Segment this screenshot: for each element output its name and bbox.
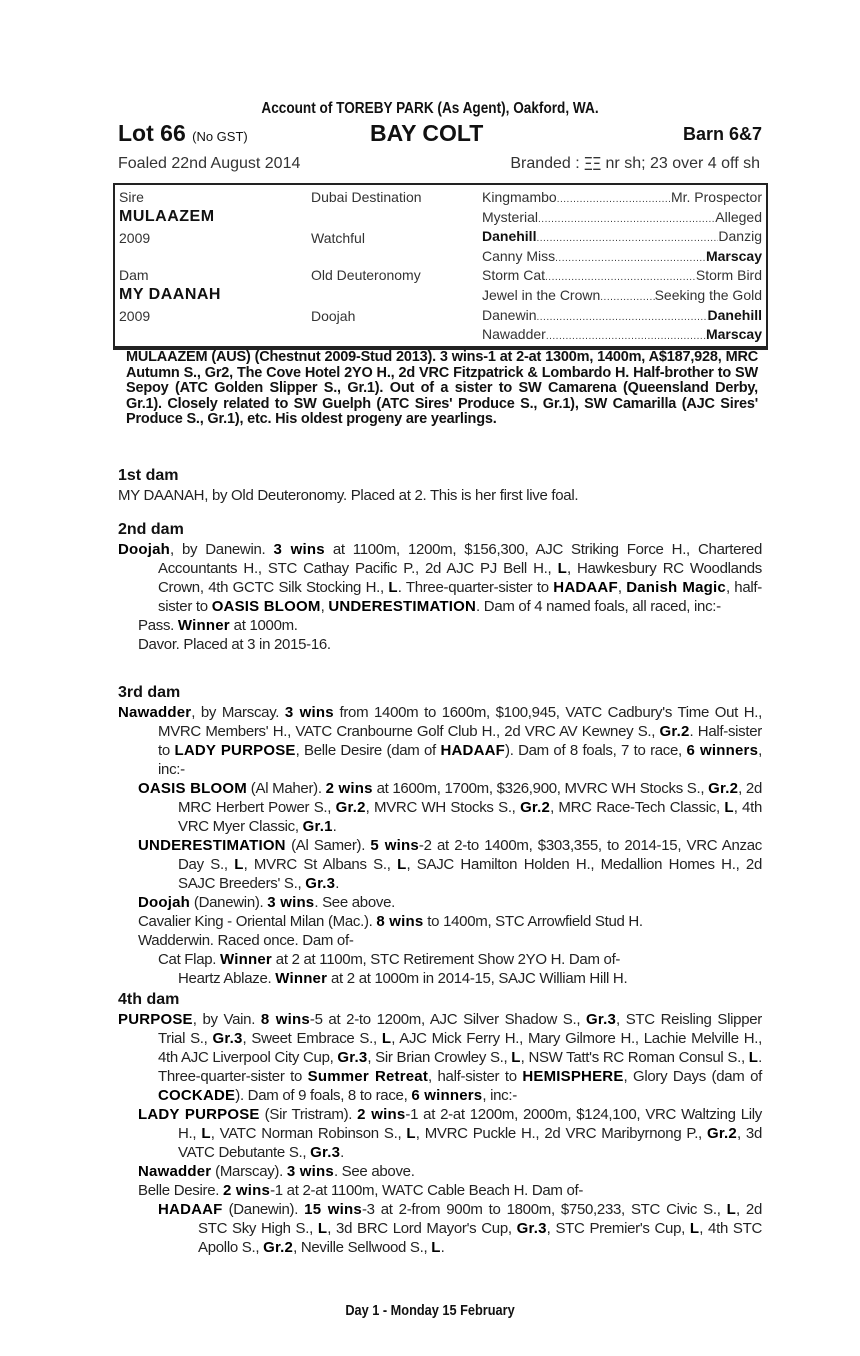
text: Belle Desire. <box>138 1182 224 1199</box>
text: -1 at 2-at 1100m, WATC Cable Beach H. Dam of- <box>270 1182 584 1199</box>
bold-text: UNDERESTIMATION <box>138 837 286 854</box>
bold-text: Danish Magic <box>626 579 726 596</box>
dam-year: 2009 <box>119 308 151 324</box>
sire-year: 2009 <box>119 230 151 246</box>
text: ). Dam of 8 foals, 7 to race, <box>505 742 687 759</box>
bold-text: L <box>201 1125 211 1142</box>
text: , VATC Norman Robinson S., <box>210 1125 407 1142</box>
pedigree-entry <box>118 893 762 912</box>
ancestor-left: Danehill <box>482 228 537 245</box>
text: at 2 at 1100m, STC Retirement Show 2YO H. Dam of- <box>271 951 621 968</box>
pedigree-entry <box>118 1181 762 1200</box>
leader-dots <box>600 287 654 303</box>
pedigree-entry <box>118 703 762 779</box>
lot-number <box>118 120 248 147</box>
bold-text: 5 wins <box>370 837 419 854</box>
leader-dots <box>538 209 715 225</box>
text: at 1600m, 1700m, $326,900, MVRC WH Stocks S., <box>372 780 709 797</box>
text: -2 at 2-to 1400m, $303,355, to 2014-15, VRC Anzac Day S., <box>178 837 762 873</box>
text: Heartz Ablaze. <box>178 970 276 987</box>
barn-label: Barn 6&7 <box>682 124 762 144</box>
bold-text: L <box>381 1030 392 1047</box>
bold-text: LADY PURPOSE <box>174 742 296 759</box>
brand-description: nr sh; 23 over 4 off sh <box>605 155 760 172</box>
text: MY DAANAH, by Old Deuteronomy. Placed at 2. This is her first live foal. <box>118 487 579 504</box>
pedigree-ancestor-row <box>482 326 762 342</box>
bold-text: OASIS BLOOM <box>138 780 247 797</box>
bold-text: 3 wins <box>286 1163 334 1180</box>
text: , by Danewin. <box>170 541 274 558</box>
ancestor-left: Nawadder <box>482 326 546 343</box>
bold-text: OASIS BLOOM <box>211 598 321 615</box>
branded-label: Branded : <box>510 155 580 172</box>
text: -3 at 2-from 900m to 1800m, $750,233, STC Civic S., <box>361 1201 727 1218</box>
bold-text: Summer Retreat <box>307 1068 429 1085</box>
text: (Danewin). <box>222 1201 305 1218</box>
bold-text: Gr.2 <box>263 1239 294 1256</box>
text: , MRC Race-Tech Classic, <box>550 799 725 816</box>
text: , 2d MRC Herbert Power S., <box>178 780 762 816</box>
bold-text: Doojah <box>118 541 171 558</box>
bold-text: HADAAF <box>158 1201 223 1218</box>
text: , 3d BRC Lord Mayor's Cup, <box>327 1220 517 1237</box>
pedigree-ancestor-row <box>482 189 762 205</box>
text: , <box>617 579 627 596</box>
leader-dots <box>555 248 706 264</box>
bold-text: L <box>388 579 398 596</box>
dam-dam: Doojah <box>311 308 356 324</box>
text: (Al Samer). <box>285 837 371 854</box>
bold-text: 6 winners <box>411 1087 483 1104</box>
pedigree-ancestor-row <box>482 248 762 264</box>
text: . <box>440 1239 445 1256</box>
bold-text: Nawadder <box>138 1163 212 1180</box>
bold-text: HADAAF <box>440 742 505 759</box>
ancestor-right: Mr. Prospector <box>670 189 762 205</box>
text: Davor. Placed at 3 in 2015-16. <box>138 636 331 653</box>
text: . Three-quarter-sister to <box>397 579 554 596</box>
ancestor-left: Kingmambo <box>482 189 557 205</box>
text: , inc:- <box>158 742 762 778</box>
ancestor-right: Storm Bird <box>695 267 762 284</box>
bold-text: L <box>234 856 244 873</box>
pedigree-entry <box>118 1200 762 1257</box>
section-heading: 2nd dam <box>118 521 184 538</box>
bold-text: 2 wins <box>325 780 373 797</box>
gst-note: (No GST) <box>192 129 248 144</box>
pedigree-entry <box>118 616 762 635</box>
leader-dots <box>557 189 671 205</box>
bold-text: Winner <box>275 970 328 987</box>
ancestor-left: Storm Cat <box>482 267 546 284</box>
bold-text: L <box>557 560 567 577</box>
lot-title: BAY COLT <box>370 120 484 146</box>
pedigree-entry <box>118 486 762 505</box>
ancestor-right: Marscay <box>705 326 762 343</box>
text: , inc:- <box>482 1087 517 1104</box>
dam-section <box>118 466 762 505</box>
bold-text: Winner <box>220 951 272 968</box>
section-heading: 4th dam <box>118 991 180 1008</box>
bold-text: L <box>397 856 407 873</box>
lot-header <box>118 120 762 148</box>
text: Pass. <box>138 617 178 634</box>
text: , AJC Mick Ferry H., Mary Gilmore H., Lachie Melville H., 4th AJC Liverpool City Cup, <box>158 1030 762 1066</box>
bold-text: Gr.2 <box>659 723 690 740</box>
bold-text: PURPOSE <box>118 1011 193 1028</box>
text: , NSW Tatt's RC Roman Consul S., <box>520 1049 749 1066</box>
text: at 1000m. <box>229 617 298 634</box>
vendor-account: Account of TOREBY PARK (As Agent), Oakford, WA. <box>261 100 599 117</box>
dam-section <box>118 683 762 988</box>
bold-text: Doojah <box>138 894 191 911</box>
pedigree-entry <box>118 969 762 988</box>
ancestor-right: Alleged <box>715 208 762 225</box>
bold-text: Gr.2 <box>708 780 739 797</box>
pedigree-entry <box>118 836 762 893</box>
text: , MVRC St Albans S., <box>243 856 398 873</box>
bold-text: HADAAF <box>553 579 618 596</box>
bold-text: L <box>406 1125 416 1142</box>
pedigree-entry <box>118 950 762 969</box>
bold-text: 3 wins <box>273 541 325 558</box>
ancestor-right: Marscay <box>705 247 762 264</box>
text: (Danewin). <box>190 894 268 911</box>
bold-text: LADY PURPOSE <box>138 1106 260 1123</box>
bold-text: L <box>748 1049 759 1066</box>
text: , 2d STC Sky High S., <box>198 1201 762 1237</box>
bold-text: Nawadder <box>118 704 192 721</box>
text: , Sweet Embrace S., <box>242 1030 382 1047</box>
pedigree-entry <box>118 779 762 836</box>
pedigree-ancestor-row <box>482 307 762 323</box>
bold-text: Gr.2 <box>706 1125 737 1142</box>
bold-text: 2 wins <box>223 1182 271 1199</box>
bold-text: L <box>317 1220 328 1237</box>
ancestor-left: Danewin <box>482 306 537 323</box>
text: -1 at 2-at 1200m, 2000m, $124,100, VRC Waltzing Lily H., <box>178 1106 762 1142</box>
text: , half-sister to <box>428 1068 523 1085</box>
bold-text: 8 wins <box>376 913 424 930</box>
text: Cat Flap. <box>158 951 221 968</box>
bold-text: Gr.2 <box>520 799 551 816</box>
pedigree-entry <box>118 1162 762 1181</box>
text: . See above. <box>333 1163 415 1180</box>
dam-sire: Old Deuteronomy <box>311 267 421 283</box>
brand-info <box>510 155 760 173</box>
bold-text: Gr.3 <box>516 1220 547 1237</box>
text: . <box>335 875 340 892</box>
text: -5 at 2-to 1200m, AJC Silver Shadow S., <box>309 1011 587 1028</box>
ancestor-right: Seeking the Gold <box>654 287 762 303</box>
bold-text: L <box>511 1049 521 1066</box>
dam-section <box>118 990 762 1257</box>
text: at 1100m, 1200m, $156,300, AJC Striking Force H., Chartered Accountants H., STC Cathay Pacific P., 2d AJC PJ Bell H., <box>158 541 762 577</box>
text: , SAJC Hamilton Holden H., Medallion Homes H., 2d SAJC Breeders' S., <box>178 856 763 892</box>
ancestor-left: Jewel in the Crown <box>482 287 601 303</box>
bold-text: Gr.3 <box>212 1030 243 1047</box>
text: , 4th STC Apollo S., <box>198 1220 763 1256</box>
pedigree-ancestor-row <box>482 209 762 225</box>
section-heading: 3rd dam <box>118 684 181 701</box>
bold-text: 3 wins <box>284 704 334 721</box>
pedigree-entry <box>118 540 762 616</box>
text: . Half-sister to <box>158 723 762 759</box>
dam-name: MY DAANAH <box>119 286 221 303</box>
pedigree-entry <box>118 912 762 931</box>
sire-profile: MULAAZEM (AUS) (Chestnut 2009-Stud 2013). 3 wins-1 at 2-at 1300m, 1400m, A$187,928, MRC Autumn S., Gr2, The Cove Hotel 2YO H., 2d VRC Fitzpatrick & Lombardo H. Half-brother to SW Sepoy (ATC Golden Slipper S., Gr.1). Out of a sister to SW Camarena (Queensland Derby, Gr.1). Closely related to SW Guelph (ATC Sires' Produce S., Gr.1), SW Camarilla (AJC Sires' Produce S., Gr.1), etc. His oldest progeny are yearlings. <box>126 349 758 427</box>
text: , Glory Days (dam of <box>623 1068 762 1085</box>
text: , Belle Desire (dam of <box>295 742 441 759</box>
pedigree-entry <box>118 1010 762 1105</box>
text: , Neville Sellwood S., <box>293 1239 432 1256</box>
bold-text: 2 wins <box>357 1106 406 1123</box>
ancestor-left: Canny Miss <box>482 247 556 264</box>
pedigree-entry <box>118 931 762 950</box>
dam-section <box>118 520 762 654</box>
text: (Al Maher). <box>246 780 326 797</box>
sire-name: MULAAZEM <box>119 208 215 225</box>
bold-text: 6 winners <box>686 742 759 759</box>
leader-dots <box>545 267 696 283</box>
sire-dam: Watchful <box>311 230 365 246</box>
bold-text: Gr.3 <box>337 1049 368 1066</box>
ancestor-left: Mysterial <box>482 208 539 225</box>
text: from 1400m to 1600m, $100,945, VATC Cadbury's Time Out H., MVRC Members' H., VATC Cranbourne Golf Club H., 2d VRC AV Kewney S., <box>158 704 762 740</box>
text: . Dam of 4 named foals, all raced, inc:- <box>476 598 721 615</box>
text: , MVRC Puckle H., 2d VRC Maribyrnong P., <box>415 1125 707 1142</box>
ancestor-right: Danehill <box>707 306 762 323</box>
text: . <box>332 818 337 835</box>
foaled-date: Foaled 22nd August 2014 <box>118 155 301 172</box>
bold-text: L <box>689 1220 700 1237</box>
bold-text: 8 wins <box>260 1011 310 1028</box>
bold-text: HEMISPHERE <box>522 1068 624 1085</box>
bold-text: Gr.2 <box>335 799 366 816</box>
brand-mark-icon: ΞΞ <box>584 153 602 174</box>
text: (Sir Tristram). <box>259 1106 358 1123</box>
section-heading: 1st dam <box>118 467 179 484</box>
bold-text: Gr.1 <box>302 818 333 835</box>
text: , STC Reisling Slipper Trial S., <box>158 1011 762 1047</box>
bold-text: Gr.3 <box>586 1011 617 1028</box>
text: , Hawkesbury RC Woodlands Crown, 4th GCTC Silk Stocking H., <box>158 560 763 596</box>
leader-dots <box>536 307 707 323</box>
lot-label: Lot 66 <box>118 120 186 146</box>
leader-dots <box>536 228 718 244</box>
text: Cavalier King - Oriental Milan (Mac.). <box>138 913 377 930</box>
bold-text: Gr.3 <box>310 1144 341 1161</box>
leader-dots <box>546 326 706 342</box>
bold-text: L <box>726 1201 736 1218</box>
bold-text: COCKADE <box>158 1087 236 1104</box>
bold-text: Gr.3 <box>305 875 336 892</box>
pedigree-table <box>113 183 768 348</box>
page-footer: Day 1 - Monday 15 February <box>345 1302 515 1319</box>
text: to 1400m, STC Arrowfield Stud H. <box>423 913 643 930</box>
bold-text: 15 wins <box>304 1201 362 1218</box>
pedigree-entry <box>118 635 762 654</box>
text: , STC Premier's Cup, <box>546 1220 690 1237</box>
text: . Three-quarter-sister to <box>158 1049 762 1085</box>
text: Wadderwin. Raced once. Dam of- <box>138 932 354 949</box>
bold-text: L <box>431 1239 441 1256</box>
text: , by Marscay. <box>191 704 285 721</box>
text: , MVRC WH Stocks S., <box>365 799 521 816</box>
ancestor-right: Danzig <box>718 228 762 245</box>
text: , half-sister to <box>158 579 762 615</box>
text: , 3d VATC Debutante S., <box>178 1125 762 1161</box>
text: , 4th VRC Myer Classic, <box>178 799 763 835</box>
text: ). Dam of 9 foals, 8 to race, <box>235 1087 412 1104</box>
pedigree-entry <box>118 1105 762 1162</box>
pedigree-ancestor-row <box>482 228 762 244</box>
bold-text: UNDERESTIMATION <box>328 598 477 615</box>
text: , Sir Brian Crowley S., <box>367 1049 512 1066</box>
pedigree-ancestor-row <box>482 267 762 283</box>
dam-label: Dam <box>119 267 149 283</box>
pedigree-ancestor-row <box>482 287 762 303</box>
text: . See above. <box>314 894 395 911</box>
bold-text: L <box>724 799 734 816</box>
sire-sire: Dubai Destination <box>311 189 422 205</box>
bold-text: Winner <box>177 617 230 634</box>
text: . <box>340 1144 345 1161</box>
text: at 2 at 1000m in 2014-15, SAJC William Hill H. <box>327 970 628 987</box>
sire-label: Sire <box>119 189 144 205</box>
bold-text: 3 wins <box>267 894 315 911</box>
text: (Marscay). <box>211 1163 287 1180</box>
text: , by Vain. <box>192 1011 261 1028</box>
text: , <box>320 598 329 615</box>
